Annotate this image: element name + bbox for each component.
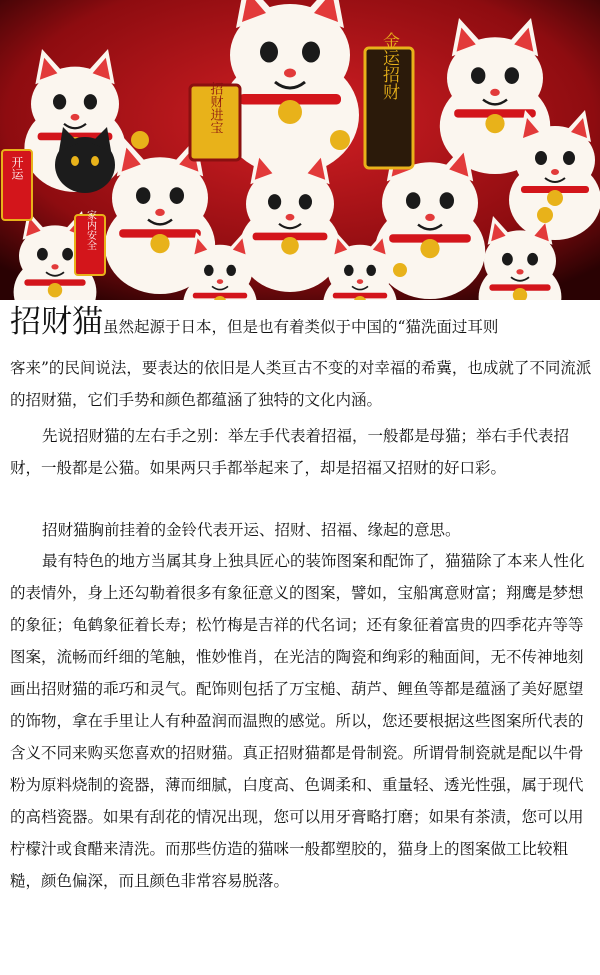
sign-text: 招财进宝 <box>207 82 223 134</box>
paragraph: 招财猫胸前挂着的金铃代表开运、招财、招福、缘起的意思。 <box>42 521 461 539</box>
sign-text: 开运 <box>10 156 24 180</box>
hero-sign <box>365 32 413 168</box>
gold-bell <box>330 130 350 150</box>
lucky-cats-illustration <box>0 0 600 300</box>
lead-paragraph <box>10 302 592 344</box>
gold-bell <box>393 263 407 277</box>
cat-figure <box>239 149 340 292</box>
paragraph: 最有特色的地方当属其身上独具匠心的装饰图案和配饰了，猫猫除了本来人性化的表情外，身上还勾勒着很多有象征意义的图案，譬如，宝船寓意财富；翔鹰是梦想的象征；龟鹤象征着长寿；松竹梅是吉祥的代名词；还有象征着富贵的四季花卉等等图案，流畅而纤细的笔触，惟妙惟肖，在光洁的陶瓷和绚彩的釉面间，无不传神地刻画出招财猫的乖巧和灵气。配饰则包括了万宝槌、葫芦、鲤鱼等都是蕴涵了美好愿望的饰物，拿在手里让人有种盈润而温煦的感觉。所以，您还要根据这些图案所代表的含义不同来购买您喜欢的招财猫。真正招财猫都是骨制瓷。所谓骨制瓷就是配以牛骨粉为原料烧制的瓷器，薄而细腻，白度高、色调柔和、重量轻、透光性强，属于现代的高档瓷器。如果有刮花的情况出现，您可以用牙膏略打磨；如果有茶渍，您可以用柠檬汁或食醋来清洗。而那些仿造的猫咪一般都塑胶的，猫身上的图案做工比较粗糙，颜色偏深，而且颜色非常容易脱落。 <box>10 552 585 890</box>
hero-sign <box>2 150 32 220</box>
hero-sign <box>75 210 105 275</box>
sign-text: 家内安全 <box>84 210 96 250</box>
sign-text: 金运招财 <box>379 32 399 100</box>
lead-paragraph-continued: 客来”的民间说法，要表达的依旧是人类亘古不变的对幸福的希冀，也成就了不同流派的招财猫，它们手势和颜色都蕴涵了独特的文化内涵。 <box>10 359 592 409</box>
gold-bell <box>131 131 149 149</box>
gold-bell <box>537 207 553 223</box>
lucky-cats-photo <box>0 0 600 300</box>
paragraph: 先说招财猫的左右手之别：举左手代表着招福，一般都是母猫；举右手代表招财，一般都是公猫。如果两只手都举起来了，却是招福又招财的好口彩。 <box>10 427 570 477</box>
article-title: 招财猫 <box>10 304 103 340</box>
hero-sign <box>190 81 240 160</box>
lead-first-line: 虽然起源于日本，但是也有着类似于中国的“猫洗面过耳则 <box>103 318 499 336</box>
article-body <box>0 300 600 975</box>
cat-figure <box>509 110 600 240</box>
